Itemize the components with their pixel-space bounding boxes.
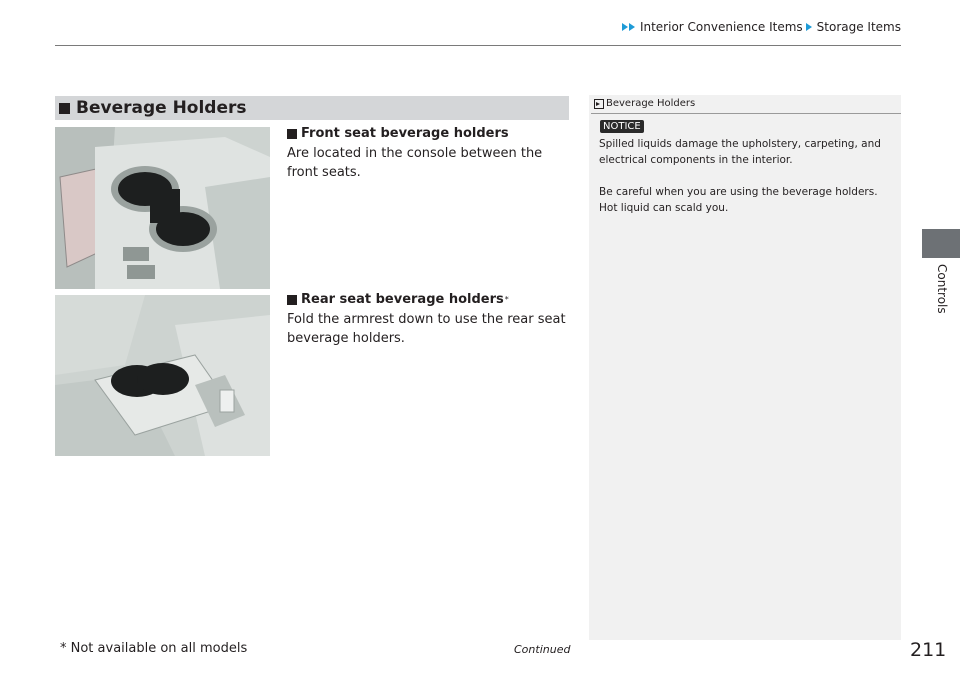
note-reference-icon [594,99,604,109]
rear-holder-heading [287,292,509,307]
section-heading-bar [55,96,569,120]
heading-bullet-icon [287,129,297,139]
section-bullet-icon [59,103,70,114]
notice-text-damage: Spilled liquids damage the upholstery, carpeting, and electrical components in the interior. [599,138,881,166]
note-header [594,98,695,109]
breadcrumb-item-interior-convenience[interactable]: Interior Convenience Items [639,20,803,34]
header-divider [55,45,901,46]
chapter-tab-label[interactable]: Controls [935,264,949,314]
front-holder-heading-text: Front seat beverage holders [301,126,509,141]
section-title: Beverage Holders [76,98,247,118]
chapter-tab-marker[interactable] [922,229,960,258]
notice-text-caution: Be careful when you are using the beverage holders. Hot liquid can scald you. [599,186,878,214]
breadcrumb-item-storage-items[interactable]: Storage Items [816,20,901,34]
breadcrumb-arrow-icon [622,23,635,31]
front-cupholder-illustration [55,127,270,289]
note-header-text: Beverage Holders [606,98,696,109]
note-divider [591,113,901,114]
notice-badge: NOTICE [600,120,644,133]
rear-cupholder-illustration [55,295,270,456]
footnote: * Not available on all models [60,641,248,656]
rear-holder-heading-text: Rear seat beverage holders [301,292,504,307]
notes-panel [589,95,901,640]
front-holder-heading [287,126,509,141]
front-holder-description: Are located in the console between the front seats. [287,146,543,180]
rear-holder-description: Fold the armrest down to use the rear seat beverage holders. [287,312,566,346]
breadcrumb [622,20,901,34]
continued-label: Continued [514,643,571,656]
page-number: 211 [910,639,947,661]
availability-asterisk: * [504,295,509,304]
heading-bullet-icon [287,295,297,305]
breadcrumb-separator-icon [806,23,812,31]
